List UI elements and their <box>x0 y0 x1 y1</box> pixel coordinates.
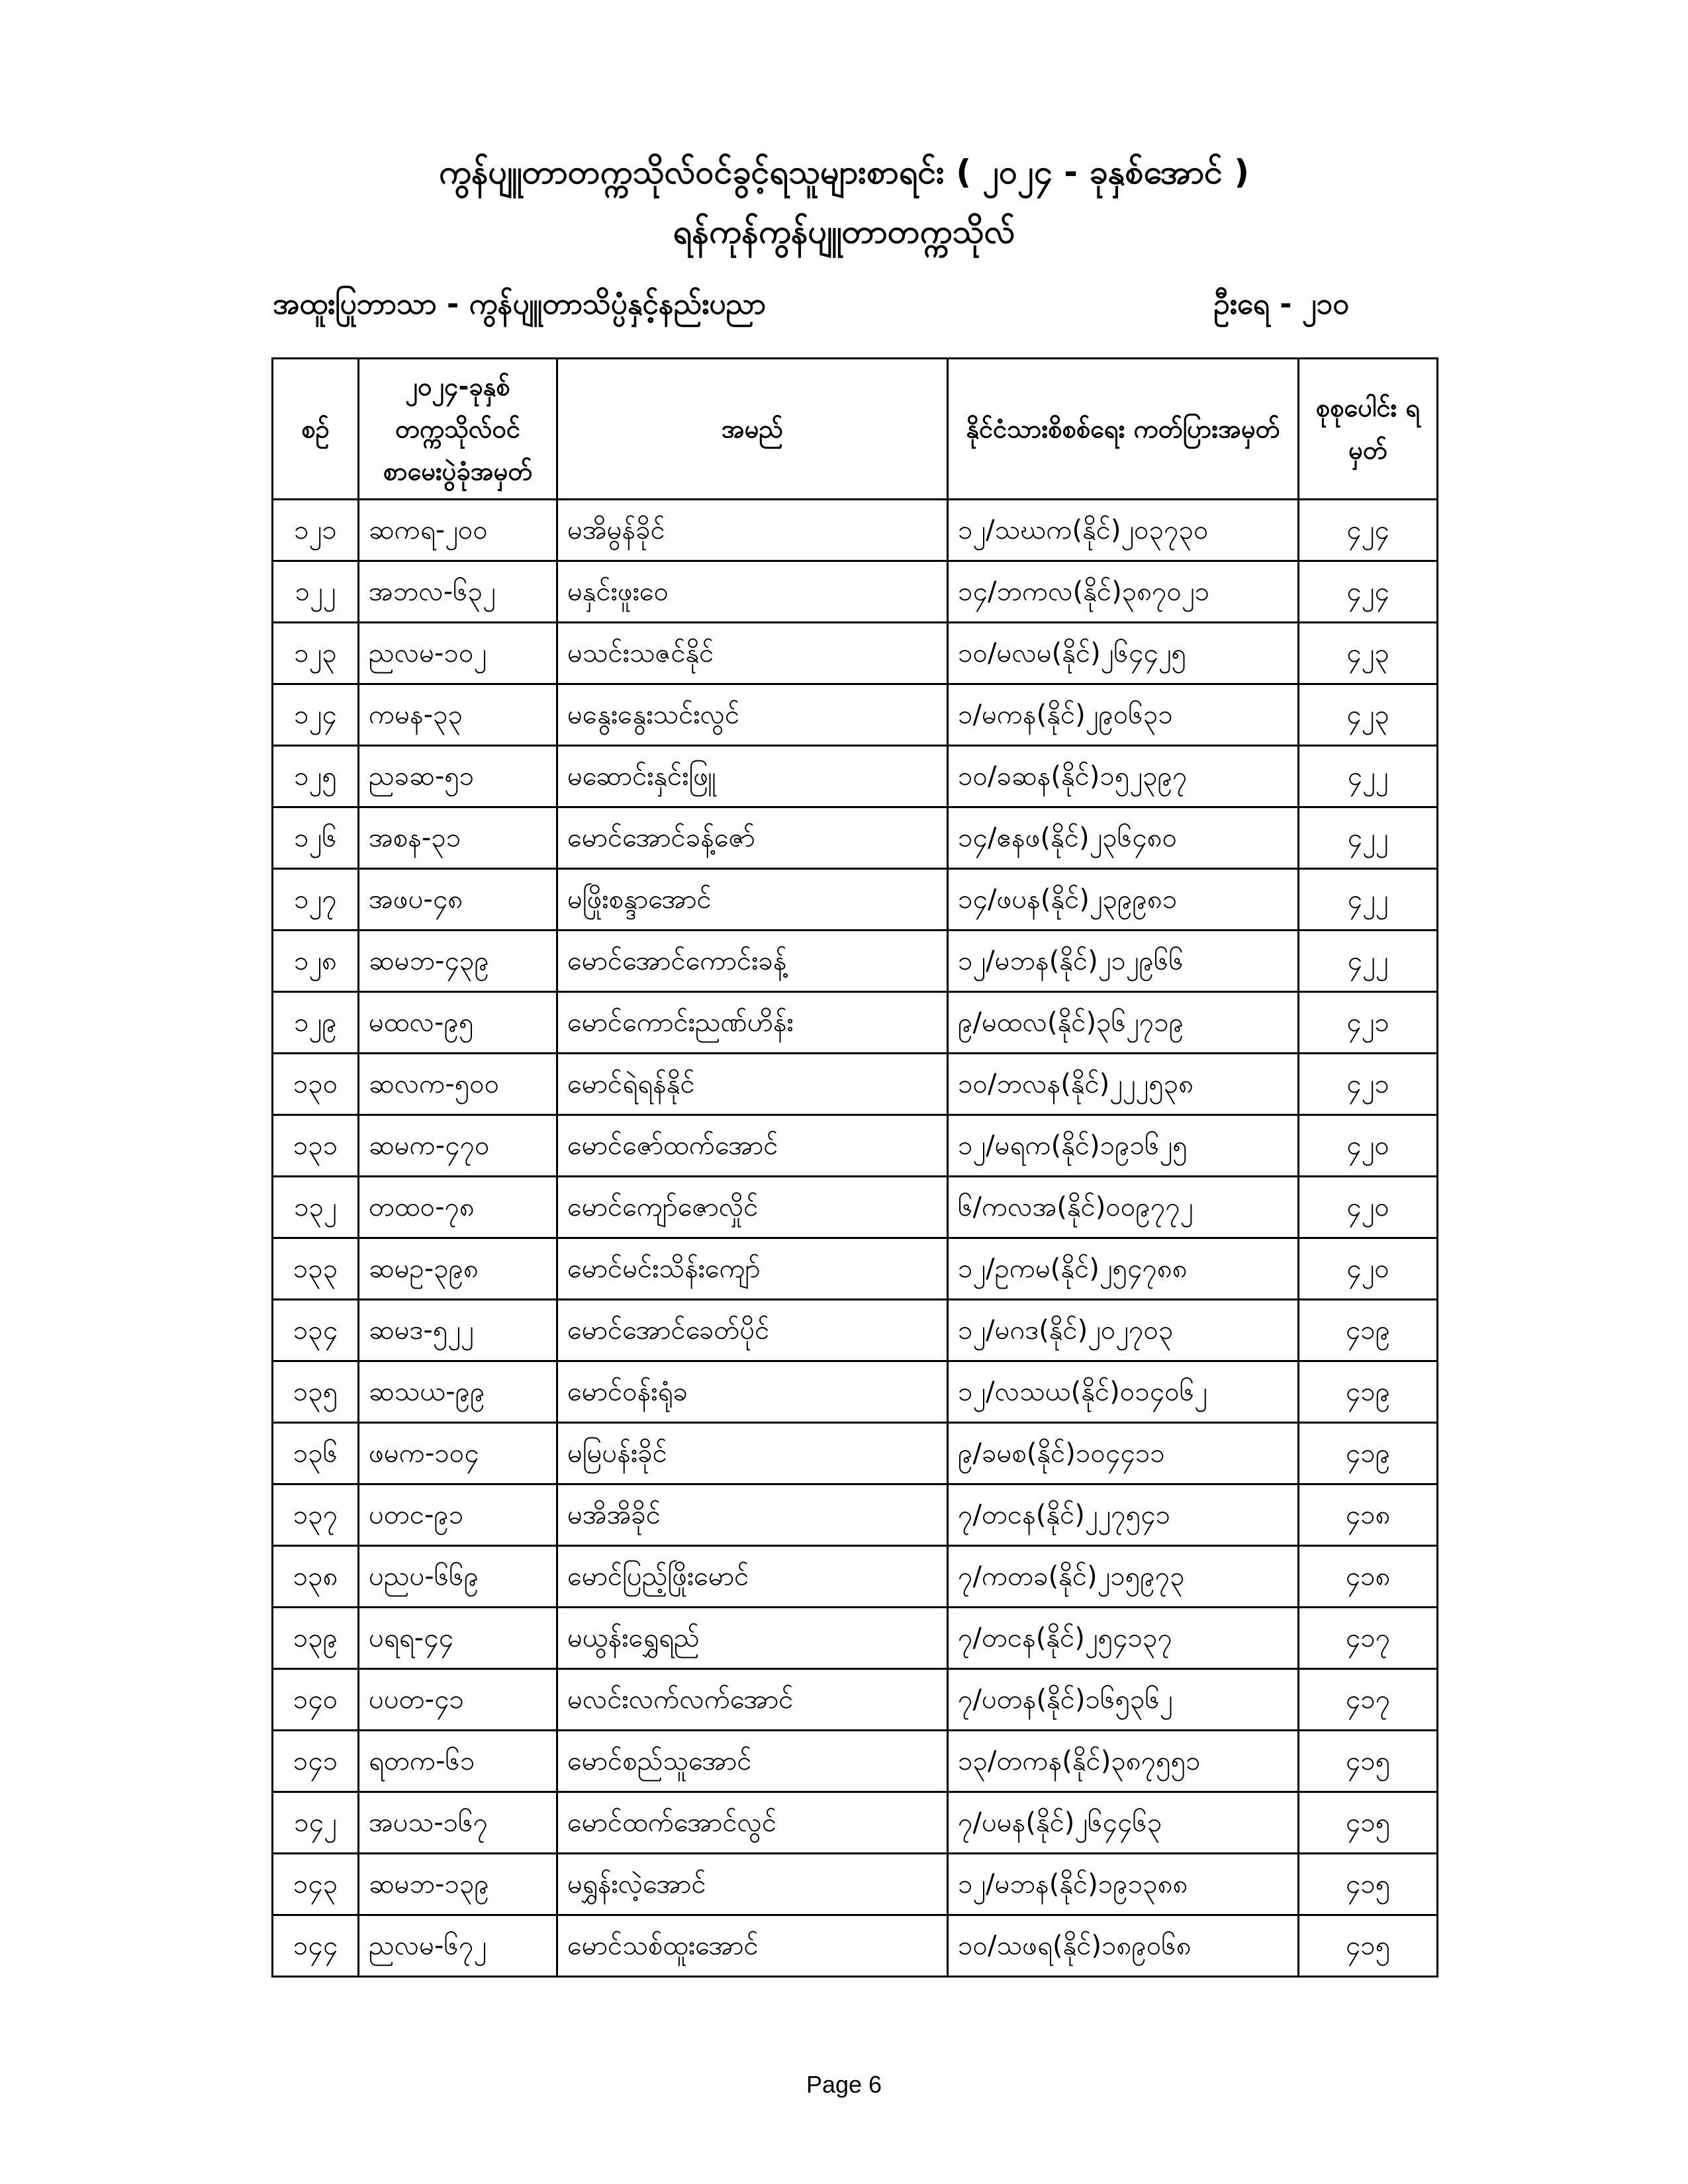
cell-total-score: ၄၂၂ <box>1299 807 1438 869</box>
cell-total-score: ၄၂၂ <box>1299 869 1438 931</box>
cell-total-score: ၄၁၅ <box>1299 1792 1438 1854</box>
cell-serial-no: ၁၂၉ <box>273 992 359 1054</box>
cell-serial-no: ၁၂၃ <box>273 623 359 684</box>
cell-nrc-number: ၁၄/ဖပန(နိုင်)၂၃၉၉၈၁ <box>948 869 1299 931</box>
cell-student-name: မလင်းလက်လက်အောင် <box>557 1669 948 1731</box>
cell-total-score: ၄၂၁ <box>1299 992 1438 1054</box>
cell-student-name: မနှင်းဖူးဝေ <box>557 561 948 623</box>
table-row <box>273 1731 1438 1792</box>
cell-serial-no: ၁၄၃ <box>273 1854 359 1915</box>
cell-roll-number: ပရရ-၄၄ <box>359 1608 557 1669</box>
cell-nrc-number: ၇/ပမန(နိုင်)၂၆၄၄၆၃ <box>948 1792 1299 1854</box>
cell-roll-number: အပသ-၁၆၇ <box>359 1792 557 1854</box>
cell-student-name: မဖြိုးစန္ဒာအောင် <box>557 869 948 931</box>
cell-student-name: မောင်ဝန်းရုံခ <box>557 1361 948 1423</box>
table-row <box>273 623 1438 684</box>
cell-total-score: ၄၁၉ <box>1299 1300 1438 1361</box>
cell-total-score: ၄၂၀ <box>1299 1238 1438 1300</box>
table-row <box>273 1792 1438 1854</box>
cell-nrc-number: ၉/မထလ(နိုင်)၃၆၂၇၁၉ <box>948 992 1299 1054</box>
cell-nrc-number: ၁၄/ဘကလ(နိုင်)၃၈၇၀၂၁ <box>948 561 1299 623</box>
table-row <box>273 1361 1438 1423</box>
cell-roll-number: ပတင-၉၁ <box>359 1484 557 1546</box>
table-row <box>273 869 1438 931</box>
cell-student-name: မသင်းသဇင်နိုင် <box>557 623 948 684</box>
table-row <box>273 1238 1438 1300</box>
document-title: ကွန်ပျူတာတက္ကသိုလ်ဝင်ခွင့်ရသူများစာရင်း ( ၂၀၂၄ - ခုနှစ်အောင် ) <box>438 153 1250 191</box>
table-row <box>273 1054 1438 1115</box>
table-row <box>273 1300 1438 1361</box>
table-row <box>273 1423 1438 1484</box>
cell-total-score: ၄၂၃ <box>1299 684 1438 746</box>
admission-table <box>271 357 1438 1978</box>
cell-student-name: မောင်ကျော်ဇောလှိုင် <box>557 1177 948 1238</box>
cell-roll-number: ဆကရ-၂၀၀ <box>359 500 557 561</box>
cell-serial-no: ၁၃၄ <box>273 1300 359 1361</box>
cell-nrc-number: ၁၂/ဥကမ(နိုင်)၂၅၄၇၈၈ <box>948 1238 1299 1300</box>
cell-nrc-number: ၁၀/သဖရ(နိုင်)၁၈၉၀၆၈ <box>948 1915 1299 1977</box>
cell-student-name: မောင်ရဲရန်နိုင် <box>557 1054 948 1115</box>
cell-roll-number: ဖမက-၁၀၄ <box>359 1423 557 1484</box>
header-row <box>273 359 1438 500</box>
cell-roll-number: ဆမဒ-၅၂၂ <box>359 1300 557 1361</box>
cell-serial-no: ၁၃၉ <box>273 1608 359 1669</box>
university-name: ရန်ကုန်ကွန်ပျူတာတက္ကသိုလ် <box>673 212 1015 251</box>
cell-total-score: ၄၁၇ <box>1299 1608 1438 1669</box>
table-row <box>273 561 1438 623</box>
cell-nrc-number: ၁၀/ခဆန(နိုင်)၁၅၂၃၉၇ <box>948 746 1299 807</box>
cell-student-name: မမြပန်းခိုင် <box>557 1423 948 1484</box>
cell-student-name: မောင်အောင်ခန့်ဇော် <box>557 807 948 869</box>
cell-student-name: မောင်ပြည့်ဖြိုးမောင် <box>557 1546 948 1608</box>
cell-roll-number: ရတက-၆၁ <box>359 1731 557 1792</box>
column-header-total: စုစုပေါင်း ရမှတ် <box>1299 359 1438 500</box>
cell-roll-number: တထဝ-၇၈ <box>359 1177 557 1238</box>
table-row <box>273 1608 1438 1669</box>
cell-serial-no: ၁၂၅ <box>273 746 359 807</box>
cell-total-score: ၄၂၀ <box>1299 1115 1438 1177</box>
table-body <box>273 500 1438 1977</box>
cell-nrc-number: ၁၃/တကန(နိုင်)၃၈၇၅၅၁ <box>948 1731 1299 1792</box>
cell-nrc-number: ၁/မကန(နိုင်)၂၉၀၆၃၁ <box>948 684 1299 746</box>
cell-total-score: ၄၁၉ <box>1299 1361 1438 1423</box>
cell-nrc-number: ၁၂/မဂဒ(နိုင်)၂၀၂၇၀၃ <box>948 1300 1299 1361</box>
cell-total-score: ၄၁၅ <box>1299 1854 1438 1915</box>
cell-roll-number: ဆမက-၄၇၀ <box>359 1115 557 1177</box>
cell-student-name: မရွှန်းလဲ့အောင် <box>557 1854 948 1915</box>
cell-roll-number: ညလမ-၆၇၂ <box>359 1915 557 1977</box>
table-row <box>273 500 1438 561</box>
cell-total-score: ၄၁၅ <box>1299 1915 1438 1977</box>
cell-nrc-number: ၇/တငန(နိုင်)၂၅၄၁၃၇ <box>948 1608 1299 1669</box>
cell-total-score: ၄၂၂ <box>1299 746 1438 807</box>
cell-nrc-number: ၁၂/မဘန(နိုင်)၂၁၂၉၆၆ <box>948 931 1299 992</box>
cell-serial-no: ၁၂၈ <box>273 931 359 992</box>
cell-student-name: မောင်အောင်ကောင်းခန့် <box>557 931 948 992</box>
table-row <box>273 1484 1438 1546</box>
column-header-name: အမည် <box>557 359 948 500</box>
cell-student-name: မောင်ကောင်းညဏ်ဟိန်း <box>557 992 948 1054</box>
cell-total-score: ၄၁၇ <box>1299 1669 1438 1731</box>
cell-serial-no: ၁၃၆ <box>273 1423 359 1484</box>
cell-roll-number: ညခဆ-၅၁ <box>359 746 557 807</box>
cell-student-name: မဆောင်းနှင်းဖြူ <box>557 746 948 807</box>
cell-serial-no: ၁၄၁ <box>273 1731 359 1792</box>
cell-student-name: မောင်မင်းသိန်းကျော် <box>557 1238 948 1300</box>
cell-roll-number: ဆမဘ-၄၃၉ <box>359 931 557 992</box>
cell-nrc-number: ၁၄/ဧနဖ(နိုင်)၂၃၆၄၈၀ <box>948 807 1299 869</box>
cell-roll-number: ဆသယ-၉၉ <box>359 1361 557 1423</box>
cell-roll-number: အစန-၃၁ <box>359 807 557 869</box>
cell-nrc-number: ၁၂/လသယ(နိုင်)၀၁၄၀၆၂ <box>948 1361 1299 1423</box>
cell-nrc-number: ၁၂/မရက(နိုင်)၁၉၁၆၂၅ <box>948 1115 1299 1177</box>
cell-total-score: ၄၁၈ <box>1299 1546 1438 1608</box>
cell-roll-number: ဆလက-၅၀၀ <box>359 1054 557 1115</box>
table-row <box>273 1669 1438 1731</box>
cell-nrc-number: ၆/ကလအ(နိုင်)၀၀၉၇၇၂ <box>948 1177 1299 1238</box>
table-header <box>273 359 1438 500</box>
cell-serial-no: ၁၃၁ <box>273 1115 359 1177</box>
column-header-no: စဉ် <box>273 359 359 500</box>
cell-nrc-number: ၇/တငန(နိုင်)၂၂၇၅၄၁ <box>948 1484 1299 1546</box>
cell-roll-number: ညလမ-၁၀၂ <box>359 623 557 684</box>
cell-total-score: ၄၂၃ <box>1299 623 1438 684</box>
cell-student-name: မောင်သစ်ထူးအောင် <box>557 1915 948 1977</box>
cell-nrc-number: ၁၂/မဘန(နိုင်)၁၉၁၃၈၈ <box>948 1854 1299 1915</box>
table-row <box>273 1915 1438 1977</box>
cell-total-score: ၄၁၈ <box>1299 1484 1438 1546</box>
cell-total-score: ၄၂၄ <box>1299 500 1438 561</box>
cell-roll-number: ပပတ-၄၁ <box>359 1669 557 1731</box>
table-row <box>273 746 1438 807</box>
cell-student-name: မအိအိခိုင် <box>557 1484 948 1546</box>
cell-serial-no: ၁၂၆ <box>273 807 359 869</box>
table-row <box>273 1854 1438 1915</box>
cell-serial-no: ၁၄၄ <box>273 1915 359 1977</box>
cell-nrc-number: ၇/ကတခ(နိုင်)၂၁၅၉၇၃ <box>948 1546 1299 1608</box>
cell-roll-number: မထလ-၉၅ <box>359 992 557 1054</box>
cell-total-score: ၄၁၉ <box>1299 1423 1438 1484</box>
column-header-roll: ၂၀၂၄-ခုနှစ် တက္ကသိုလ်ဝင် စာမေးပွဲခုံအမှတ် <box>359 359 557 500</box>
cell-roll-number: အဖပ-၄၈ <box>359 869 557 931</box>
table-row <box>273 1177 1438 1238</box>
cell-student-name: မောင်ဇော်ထက်အောင် <box>557 1115 948 1177</box>
quota-label: ဦးရေ - ၂၁၀ <box>1213 287 1349 321</box>
page-number: Page 6 <box>806 2071 882 2098</box>
cell-nrc-number: ၁၀/မလမ(နိုင်)၂၆၄၄၂၅ <box>948 623 1299 684</box>
cell-student-name: မအိမွန်ခိုင် <box>557 500 948 561</box>
cell-serial-no: ၁၄၀ <box>273 1669 359 1731</box>
cell-serial-no: ၁၃၅ <box>273 1361 359 1423</box>
cell-nrc-number: ၇/ပတန(နိုင်)၁၆၅၃၆၂ <box>948 1669 1299 1731</box>
cell-serial-no: ၁၃၂ <box>273 1177 359 1238</box>
cell-student-name: မောင်ထက်အောင်လွင် <box>557 1792 948 1854</box>
cell-student-name: မောင်အောင်ခေတ်ပိုင် <box>557 1300 948 1361</box>
major-label: အထူးပြုဘာသာ - ကွန်ပျူတာသိပ္ပံနှင့်နည်းပညာ <box>273 287 767 321</box>
cell-serial-no: ၁၃၇ <box>273 1484 359 1546</box>
cell-total-score: ၄၂၀ <box>1299 1177 1438 1238</box>
column-header-nrc: နိုင်ငံသားစိစစ်ရေး ကတ်ပြားအမှတ် <box>948 359 1299 500</box>
table-row <box>273 684 1438 746</box>
cell-total-score: ၄၁၅ <box>1299 1731 1438 1792</box>
cell-serial-no: ၁၂၄ <box>273 684 359 746</box>
cell-roll-number: ကမန-၃၃ <box>359 684 557 746</box>
table-row <box>273 1546 1438 1608</box>
cell-student-name: မောင်စည်သူအောင် <box>557 1731 948 1792</box>
cell-student-name: မနွေးနွေးသင်းလွင် <box>557 684 948 746</box>
table-row <box>273 992 1438 1054</box>
cell-student-name: မယွန်းရွှေရည် <box>557 1608 948 1669</box>
cell-serial-no: ၁၄၂ <box>273 1792 359 1854</box>
cell-serial-no: ၁၃၈ <box>273 1546 359 1608</box>
table-row <box>273 931 1438 992</box>
cell-nrc-number: ၁၀/ဘလန(နိုင်)၂၂၂၅၃၈ <box>948 1054 1299 1115</box>
cell-total-score: ၄၂၂ <box>1299 931 1438 992</box>
cell-roll-number: ဆမဥ-၃၉၈ <box>359 1238 557 1300</box>
cell-serial-no: ၁၂၁ <box>273 500 359 561</box>
cell-nrc-number: ၁၂/သဃက(နိုင်)၂၀၃၇၃၀ <box>948 500 1299 561</box>
cell-total-score: ၄၂၁ <box>1299 1054 1438 1115</box>
cell-serial-no: ၁၃၃ <box>273 1238 359 1300</box>
cell-nrc-number: ၉/ခမစ(နိုင်)၁၀၄၄၁၁ <box>948 1423 1299 1484</box>
cell-serial-no: ၁၂၂ <box>273 561 359 623</box>
cell-roll-number: ဆမဘ-၁၃၉ <box>359 1854 557 1915</box>
cell-serial-no: ၁၂၇ <box>273 869 359 931</box>
cell-total-score: ၄၂၄ <box>1299 561 1438 623</box>
cell-roll-number: ပညပ-၆၆၉ <box>359 1546 557 1608</box>
table-row <box>273 1115 1438 1177</box>
table-row <box>273 807 1438 869</box>
cell-serial-no: ၁၃၀ <box>273 1054 359 1115</box>
cell-roll-number: အဘလ-၆၃၂ <box>359 561 557 623</box>
